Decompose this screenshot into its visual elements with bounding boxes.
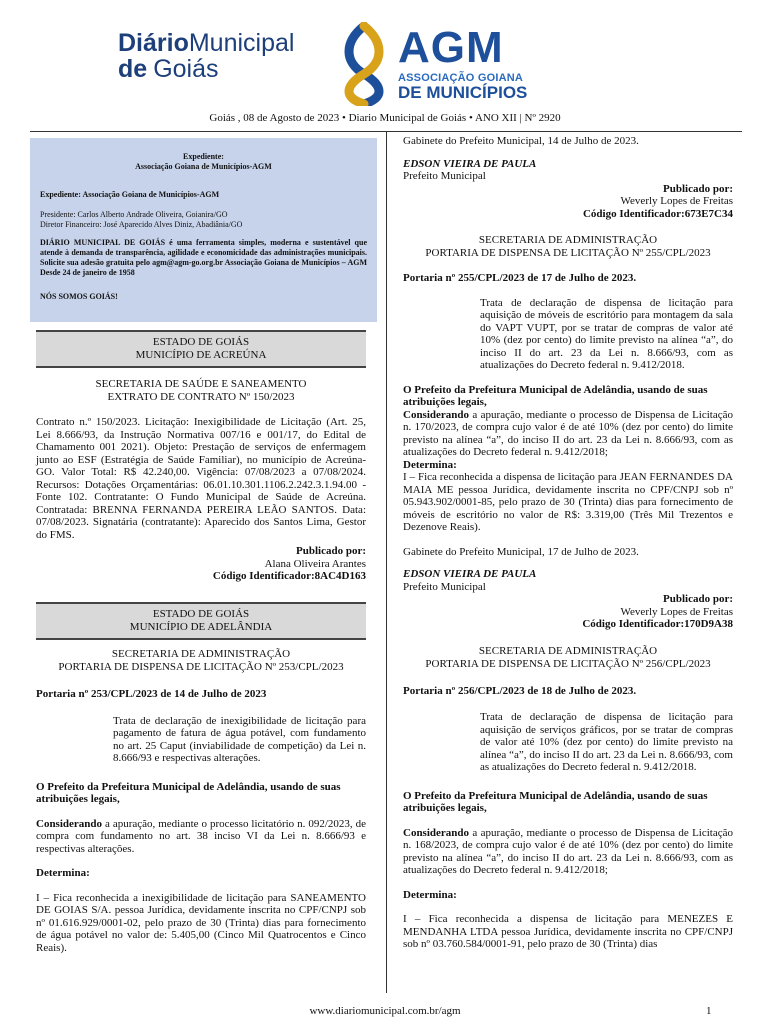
state-box-adelandia: [36, 602, 366, 640]
secretaria-title: SECRETARIA DE ADMINISTRAÇÃO: [111, 648, 291, 660]
signatory-role: Prefeito Municipal: [403, 170, 486, 182]
brand-line1-bold: Diário: [118, 29, 189, 57]
portaria-title: PORTARIA DE DISPENSA DE LICITAÇÃO Nº 253/CPL/2023: [58, 661, 344, 673]
portaria-summary: Trata de declaração de dispensa de licitação para aquisição de móveis de escritório para montagem da sala do VAPT VUPT, por se tratar de compras de valor até 10% (dez por cento) do limite previsto na alínea “a”, do inciso II do art. 23 da Lei n. 8.666/93, com as atualizações do Decreto federal n. 9.412/2018.: [480, 296, 733, 371]
portaria-heading: Portaria nº 256/CPL/2023 de 18 de Julho de 2023.: [403, 684, 637, 697]
prefeito-statement: O Prefeito da Prefeitura Municipal de Adelândia, usando de suas atribuições legais,: [403, 383, 708, 408]
secretaria-title: SECRETARIA DE ADMINISTRAÇÃO: [478, 644, 658, 657]
expediente-description: DIÁRIO MUNICIPAL DE GOIÁS é uma ferramenta simples, moderna e sustentável que atende à demanda de transparência, agilidade e economicidade das administrações municipais. Solicite sua adesão gratuita pelo agm@agm-go.org.br Associação Goiana de Municípios – AGM Desde 24 de janeiro de 1958: [40, 238, 367, 277]
published-by-label: Publicado por:: [663, 182, 733, 195]
brand-line2-bold: de: [118, 55, 148, 83]
determina-label: Determina:: [403, 458, 457, 471]
published-by-label: Publicado por:: [296, 545, 366, 557]
page-number: 1: [706, 1005, 712, 1017]
considerando-label: Considerando: [403, 408, 470, 421]
determina-label: Determina:: [403, 888, 457, 901]
expediente-president: Presidente: Carlos Alberto Andrade Oliveira, Goianira/GO: [40, 210, 228, 219]
considerando-paragraph: [403, 827, 733, 877]
identifier-code: Código Identificador:8AC4D163: [212, 570, 366, 582]
gabinete-line: Gabinete do Prefeito Municipal, 17 de Julho de 2023.: [403, 545, 639, 558]
extrato-title: EXTRATO DE CONTRATO Nº 150/2023: [107, 391, 295, 403]
secretaria-title: SECRETARIA DE SAÚDE E SANEAMENTO: [95, 378, 307, 390]
portaria-summary: Trata de declaração de dispensa de licitação para aquisição de serviços gráficos, por se tratar de compras de valor até 10% (dez por cento) do limite previsto na alínea “a”, do inciso II do art. 23 da Lei n. 8.666/93, com as atualizações do Decreto federal n. 9.412/2018.: [480, 711, 733, 773]
portaria-title: PORTARIA DE DISPENSA DE LICITAÇÃO Nº 255/CPL/2023: [425, 247, 711, 259]
publisher-name: Weverly Lopes de Freitas: [620, 605, 733, 618]
considerando-label: Considerando: [403, 826, 470, 839]
publisher-name: Weverly Lopes de Freitas: [620, 195, 733, 207]
considerando-paragraph: [403, 409, 733, 459]
expediente-subtitle: Associação Goiana de Municípios-AGM: [135, 162, 272, 171]
agm-logo: [398, 23, 528, 102]
signatory-name: EDSON VIEIRA DE PAULA: [403, 157, 537, 170]
portaria-heading: Portaria nº 255/CPL/2023 de 17 de Julho de 2023.: [403, 272, 637, 284]
expediente-title: Expediente:: [183, 152, 224, 161]
considerando-label: Considerando: [36, 817, 103, 830]
published-by-label: Publicado por:: [663, 593, 733, 605]
agm-logo-sub1: ASSOCIAÇÃO GOIANA: [398, 72, 524, 84]
column-divider: [386, 131, 387, 993]
signatory-role: Prefeito Municipal: [403, 580, 486, 593]
expediente-director: Diretor Financeiro: José Aparecido Alves Diniz, Abadiânia/GO: [40, 220, 243, 229]
considerando-text: a apuração, mediante o processo licitatório n. 092/2023, de compra com fundamento no art. 38 inciso VI da Lei n. 8.666/93 e respectivas alterações.: [36, 817, 366, 855]
considerando-text: a apuração, mediante o processo de Dispensa de Licitação n. 168/2023, de compra cujo valor é de até 10% (dez por cento) do limite previsto na alínea “a”, do inciso II do art. 23 da Lei n. 8.666/93, com as atualizações do Decreto federal n. 9.412/2018;: [403, 826, 733, 876]
considerando-paragraph: [36, 818, 366, 856]
portaria-title: PORTARIA DE DISPENSA DE LICITAÇÃO Nº 256/CPL/2023: [425, 657, 711, 670]
state-title: ESTADO DE GOIÁS: [152, 336, 250, 348]
municipality-title: MUNICÍPIO DE ADELÂNDIA: [129, 621, 273, 633]
prefeito-statement: O Prefeito da Prefeitura Municipal de Adelândia, usando de suas atribuições legais,: [403, 789, 708, 814]
expediente-line: Expediente: Associação Goiana de Municípios-AGM: [40, 190, 220, 199]
footer-url[interactable]: www.diariomunicipal.com.br/agm: [309, 1005, 461, 1017]
acreuna-section: [36, 378, 366, 583]
portaria-summary: Trata de declaração de inexigibilidade de licitação para pagamento de fatura de água potável, com fundamento no art. 25 Caput (inviabilidade de competição) da Lei n. 8.666/93 e respectivas alterações.: [113, 714, 366, 764]
brand-line2-light: Goiás: [153, 55, 219, 83]
gabinete-line: Gabinete do Prefeito Municipal, 14 de Julho de 2023.: [403, 135, 639, 147]
agm-logo-title: AGM: [398, 23, 504, 72]
determina-label: Determina:: [36, 867, 90, 879]
agm-emblem-icon: [334, 22, 394, 106]
masthead: [0, 0, 770, 112]
publisher-name: Alana Oliveira Arantes: [264, 557, 366, 570]
identifier-code: Código Identificador:673E7C34: [582, 207, 733, 220]
considerando-text: a apuração, mediante o processo de Dispensa de Licitação n. 170/2023, de compra cujo valor é de até 10% (dez por cento) do limite previsto na alínea “a”, do inciso II do art. 23 da Lei n. 8.666/93, com as atualizações do Decreto federal n. 9.412/2018;: [403, 408, 733, 458]
expediente-box: [30, 138, 377, 322]
identifier-code: Código Identificador:170D9A38: [582, 618, 733, 630]
portaria-253-section: [36, 648, 366, 954]
brand-line1-light: Municipal: [188, 29, 295, 57]
expediente-slogan: NÓS SOMOS GOIÁS!: [40, 292, 118, 301]
agm-logo-sub2: DE MUNICÍPIOS: [398, 83, 528, 102]
municipality-title: MUNICÍPIO DE ACREÚNA: [135, 349, 267, 361]
determination-item: I – Fica reconhecida a dispensa de licitação para JEAN FERNANDES DA MAIA ME pessoa Jurídica, devidamente inscrita no CPF/CNPJ sob nº 05.943.902/0001-85, pelo prazo de 30 (Trinta) dias para fornecimento de móveis de escritório no valor de R$: 3.319,00 (Três Mil Trezentos e Dezenove Reais).: [403, 471, 733, 533]
prefeito-statement: O Prefeito da Prefeitura Municipal de Adelândia, usando de suas atribuições legais,: [36, 780, 341, 805]
secretaria-title: SECRETARIA DE ADMINISTRAÇÃO: [478, 234, 658, 246]
portaria-heading: Portaria nº 253/CPL/2023 de 14 de Julho de 2023: [36, 688, 267, 700]
diario-municipal-logo: [118, 30, 358, 92]
state-box-acreuna: [36, 330, 366, 368]
right-column: [403, 135, 733, 951]
issue-info-line: Goiás , 08 de Agosto de 2023 • Diario Municipal de Goiás • ANO XII | Nº 2920: [209, 112, 561, 124]
determination-item: I – Fica reconhecida a inexigibilidade de licitação para SANEAMENTO DE GOIAS S/A. pessoa Jurídica, devidamente inscrita no CPF/CNPJ sob nº 01.616.929/0001-02, pelo prazo de 30 (Trinta) dias para fornecimento de água potável no valor de: 5.405,00 (Cinco Mil Quatrocentos e Cinco Reais).: [36, 891, 366, 954]
contract-text: Contrato n.º 150/2023. Licitação: Inexigibilidade de Licitação (Art. 25, Lei 8.666/93, da Instrução Normativa 007/16 e 001/17, do Edital de Chamamento 001 2021). Objeto: Prestação de serviços de enfermagem junto ao ESF (Estratégia de Saúde Familiar), no município de Acreúna-GO. Valor Total: R$ 42.240,00. Vigência: 07/08/2023 a 07/08/2024. Recursos: Dotações Orçamentárias: 06.01.10.301.1106.2.242.3.1.94.00 - Fonte 102. Contratante: O Fundo Municipal de Saúde de Acreúna. Contratada: BRENNA FERNANDA PEREIRA LEÃO SANTOS. Data: 07/08/2023. Signatária (contratante): Aparecido dos Santos Lima, Gestor do FMS.: [36, 416, 366, 541]
signatory-name: EDSON VIEIRA DE PAULA: [403, 568, 537, 580]
determination-item: I – Fica reconhecida a dispensa de licitação para MENEZES E MENDANHA LTDA pessoa Jurídica, devidamente inscrita no CPF/CNPJ sob nº 03.760.584/0001-91, pelo prazo de 30 (Trinta) dias: [403, 913, 733, 950]
state-title: ESTADO DE GOIÁS: [152, 608, 250, 620]
